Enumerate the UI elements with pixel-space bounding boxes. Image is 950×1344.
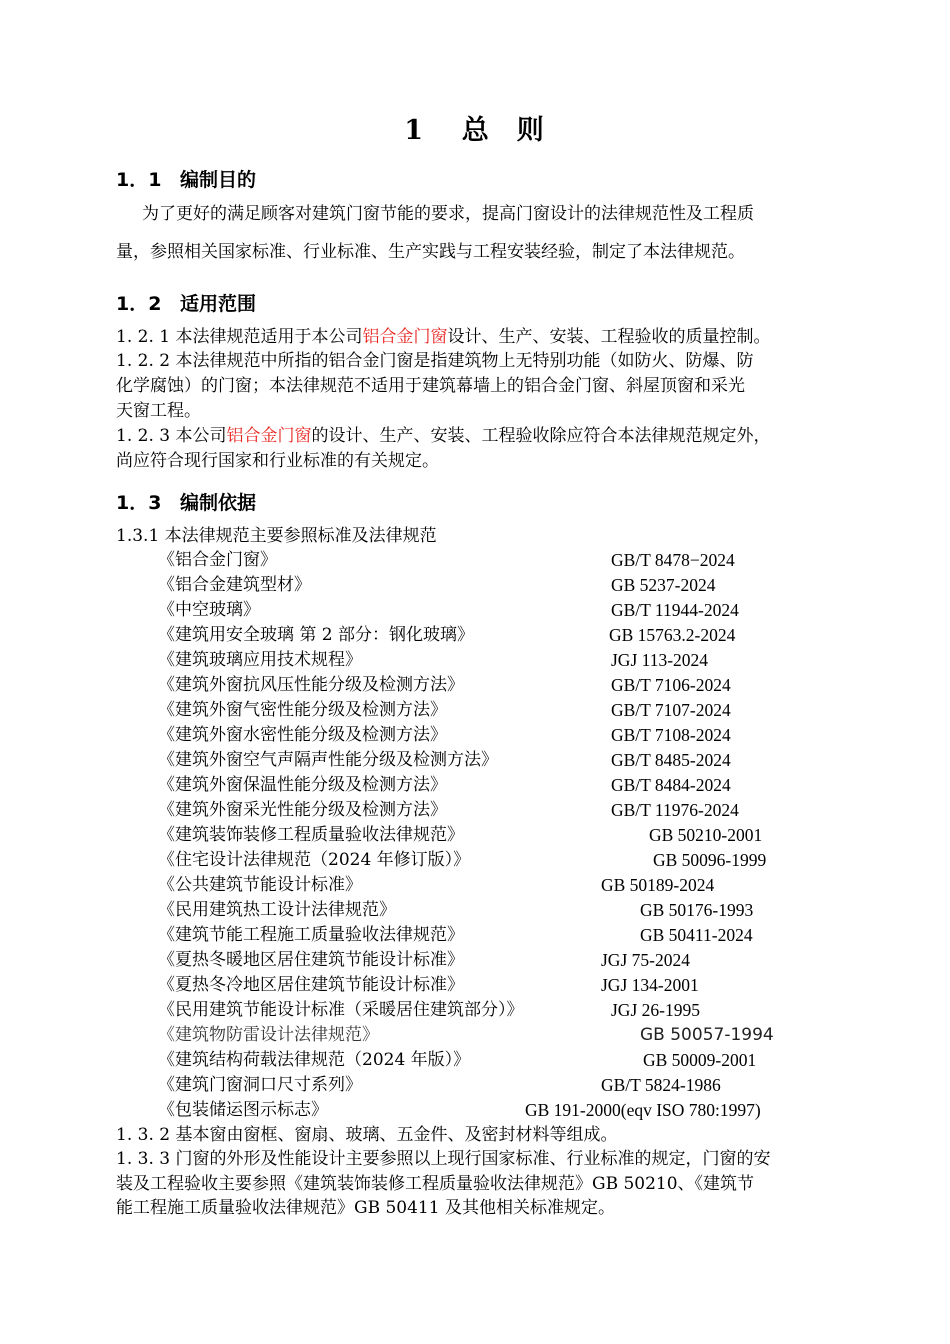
reference-name: 《包装储运图示标志》 — [158, 1100, 328, 1120]
section-number: 1．1 — [116, 169, 162, 191]
clause-text: 1. 2. 3 本公司 — [116, 426, 227, 446]
reference-code: GB/T 7108-2024 — [611, 725, 731, 745]
reference-code: GB 50210-2001 — [649, 825, 763, 845]
reference-name: 《公共建筑节能设计标准》 — [158, 875, 362, 895]
section-title: 编制依据 — [180, 492, 257, 514]
highlighted-term: 铝合金门窗 — [226, 426, 312, 446]
chapter-number: 1 — [404, 115, 425, 146]
clause-text: 的设计、生产、安装、工程验收除应符合本法律规范规定外， — [311, 426, 771, 446]
clause-1-3-3: 1. 3. 3 门窗的外形及性能设计主要参照以上现行国家标准、行业标准的规定，门窗的安 — [116, 1149, 771, 1169]
reference-code: GB 50096-1999 — [653, 850, 767, 870]
reference-name: 《建筑外窗气密性能分级及检测方法》 — [158, 700, 447, 720]
section-number: 1．3 — [116, 492, 162, 514]
reference-code: GB 50176-1993 — [640, 900, 754, 920]
reference-code: GB 50057-1994 — [640, 1025, 774, 1045]
highlighted-term: 铝合金门窗 — [362, 327, 448, 347]
clause-1-2-3 — [116, 425, 770, 447]
reference-code: GB 15763.2-2024 — [609, 625, 736, 645]
reference-code: GB 50411-2024 — [640, 925, 753, 945]
reference-name: 《建筑玻璃应用技术规程》 — [158, 650, 362, 670]
reference-code: JGJ 134-2001 — [601, 975, 699, 995]
reference-name: 《建筑装饰装修工程质量验收法律规范》 — [158, 825, 464, 845]
reference-code: GB 5237-2024 — [611, 575, 716, 595]
clause-line: 能工程施工质量验收法律规范》GB 50411 及其他相关标准规定。 — [116, 1198, 615, 1218]
clause-line: 尚应符合现行国家和行业标准的有关规定。 — [116, 451, 439, 471]
clause-text: 1. 2. 1 本法律规范适用于本公司 — [116, 327, 363, 347]
reference-name: 《建筑外窗水密性能分级及检测方法》 — [158, 725, 447, 745]
reference-name: 《建筑用安全玻璃 第 2 部分：钢化玻璃》 — [158, 625, 475, 645]
reference-code: GB/T 7106-2024 — [611, 675, 731, 695]
reference-name: 《中空玻璃》 — [158, 600, 260, 620]
clause-1-3-2: 1. 3. 2 基本窗由窗框、窗扇、玻璃、五金件、及密封材料等组成。 — [116, 1125, 618, 1145]
chapter-title — [0, 108, 950, 147]
reference-name: 《夏热冬暖地区居住建筑节能设计标准》 — [158, 950, 464, 970]
chapter-title-char-1: 总 — [461, 115, 491, 146]
chapter-title-char-2: 则 — [516, 115, 546, 146]
reference-name: 《建筑外窗保温性能分级及检测方法》 — [158, 775, 447, 795]
reference-name: 《建筑门窗洞口尺寸系列》 — [158, 1075, 362, 1095]
reference-code: JGJ 75-2024 — [601, 950, 690, 970]
reference-code: JGJ 113-2024 — [611, 650, 709, 670]
reference-code: GB/T 5824-1986 — [601, 1075, 721, 1095]
reference-code: GB/T 7107-2024 — [611, 700, 731, 720]
clause-line: 天窗工程。 — [116, 401, 201, 421]
section-heading-1-2 — [116, 289, 256, 316]
reference-name: 《民用建筑热工设计法律规范》 — [158, 900, 396, 920]
reference-name: 《住宅设计法律规范（2024 年修订版）》 — [158, 850, 471, 870]
clause-line: 化学腐蚀）的门窗；本法律规范不适用于建筑幕墙上的铝合金门窗、斜屋顶窗和采光 — [116, 376, 745, 396]
reference-name: 《建筑节能工程施工质量验收法律规范》 — [158, 925, 464, 945]
clause-text: 设计、生产、安装、工程验收的质量控制。 — [447, 327, 771, 347]
reference-name: 《建筑外窗抗风压性能分级及检测方法》 — [158, 675, 464, 695]
reference-name: 《民用建筑节能设计标准（采暖居住建筑部分）》 — [158, 1000, 524, 1020]
reference-name: 《建筑物防雷设计法律规范》 — [158, 1025, 379, 1045]
reference-code: GB/T 11976-2024 — [611, 800, 739, 820]
reference-name: 《铝合金门窗》 — [158, 550, 277, 570]
reference-name: 《建筑结构荷载法律规范（2024 年版）》 — [158, 1050, 471, 1070]
section-heading-1-1 — [116, 165, 256, 192]
clause-1-2-1 — [116, 326, 770, 348]
reference-code: GB 50189-2024 — [601, 875, 715, 895]
section-title: 编制目的 — [180, 169, 257, 191]
reference-code: GB/T 8485-2024 — [611, 750, 731, 770]
reference-code: GB/T 8484-2024 — [611, 775, 731, 795]
reference-code: GB/T 8478−2024 — [611, 550, 735, 570]
clause-line: 装及工程验收主要参照《建筑装饰装修工程质量验收法律规范》GB 50210、《建筑节 — [116, 1174, 755, 1194]
reference-name: 《夏热冬冷地区居住建筑节能设计标准》 — [158, 975, 464, 995]
reference-name: 《建筑外窗采光性能分级及检测方法》 — [158, 800, 447, 820]
section-number: 1．2 — [116, 293, 162, 315]
section-title: 适用范围 — [180, 293, 257, 315]
section-heading-1-3 — [116, 488, 256, 515]
reference-code: GB 191-2000(eqv ISO 780:1997) — [525, 1100, 761, 1120]
reference-code: GB 50009-2001 — [643, 1050, 757, 1070]
reference-name: 《建筑外窗空气声隔声性能分级及检测方法》 — [158, 750, 498, 770]
paragraph-line: 为了更好的满足顾客对建筑门窗节能的要求，提高门窗设计的法律规范性及工程质 — [142, 204, 754, 224]
clause-1-3-1: 1.3.1 本法律规范主要参照标准及法律规范 — [116, 526, 437, 546]
reference-code: JGJ 26-1995 — [611, 1000, 700, 1020]
paragraph-line: 量，参照相关国家标准、行业标准、生产实践与工程安装经验，制定了本法律规范。 — [116, 242, 745, 262]
clause-1-2-2: 1. 2. 2 本法律规范中所指的铝合金门窗是指建筑物上无特别功能（如防火、防爆、防 — [116, 351, 754, 371]
reference-name: 《铝合金建筑型材》 — [158, 575, 311, 595]
reference-code: GB/T 11944-2024 — [611, 600, 739, 620]
